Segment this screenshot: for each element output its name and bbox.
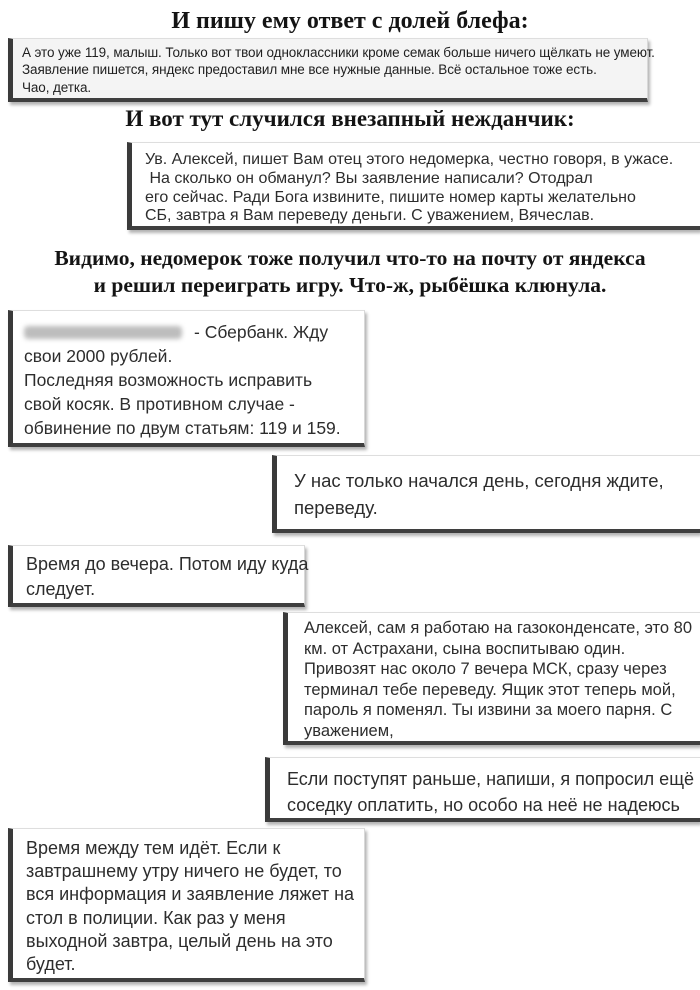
message-line: пароль я поменял. Ты извини за моего парня. С xyxy=(304,701,673,720)
message-line: терминал тебе переведу. Ящик этот теперь мой, xyxy=(304,680,676,699)
narration-title-2: И вот тут случился внезапный нежданчик: xyxy=(125,106,575,131)
message-line: вся информация и заявление ляжет на xyxy=(26,884,355,905)
message-line: обвинение по двум статьям: 119 и 159. xyxy=(24,418,341,438)
message-line: его сейчас. Ради Бога извините, пишите номер карты желательно xyxy=(145,188,636,206)
chat-bubble-father-first xyxy=(127,142,700,230)
narration-title-3-line-1: Видимо, недомерок тоже получил что-то на почту от яндекса xyxy=(54,246,646,270)
message-line: Ув. Алексей, пишет Вам отец этого недомерка, честно говоря, в ужасе. xyxy=(145,151,674,168)
message-line-text: - Сбербанк. Жду xyxy=(194,322,329,342)
message-line: свои 2000 рублей. xyxy=(24,346,173,366)
message-line: СБ, завтра я Вам переведу деньги. С уважением, Вячеслав. xyxy=(145,207,595,225)
chat-bubble-author-time-passes xyxy=(8,828,365,982)
message-line: Заявление пишется, яндекс предоставил мне все нужные данные. Всё остальное тоже есть. xyxy=(22,62,597,78)
chat-bubble-author-until-evening xyxy=(8,545,309,607)
narration-title-3-line-2: и решил переиграть игру. Что-ж, рыбёшка клюнула. xyxy=(93,273,607,297)
message-line: Чао, детка. xyxy=(22,79,91,95)
message-line: будет. xyxy=(26,954,76,975)
message-line: стол в полиции. Как раз у меня xyxy=(26,907,286,928)
message-line: км. от Астрахани, сына воспитываю один. xyxy=(304,639,626,658)
chat-bubble-father-wait-today xyxy=(272,455,700,533)
message-line: переведу. xyxy=(294,497,378,518)
narration-title-1: И пишу ему ответ с долей блефа: xyxy=(171,8,529,34)
message-line: Алексей, сам я работаю на газоконденсате, это 80 xyxy=(304,619,693,637)
message-line: На сколько он обманул? Вы заявление написали? Отодрал xyxy=(145,169,593,187)
message-line: Время до вечера. Потом иду куда xyxy=(26,554,309,574)
message-line: У нас только начался день, сегодня ждите, xyxy=(294,470,664,491)
narration-title-3 xyxy=(0,245,700,299)
redacted-card-number-blur xyxy=(24,326,182,339)
message-line: выходной завтра, целый день на это xyxy=(26,930,333,951)
message-line-with-redaction xyxy=(24,320,360,344)
chat-bubble-father-gas-condensate xyxy=(283,612,700,745)
message-line: свой косяк. В противном случае - xyxy=(24,394,295,414)
chat-bubble-scammer-sberbank xyxy=(8,310,365,447)
message-line: соседку оплатить, но особо на неё не надеюсь xyxy=(287,795,680,815)
message-line: завтрашнему утру ничего не будет, то xyxy=(26,861,342,882)
chat-bubble-father-if-earlier xyxy=(265,757,700,822)
message-line: А это уже 119, малыш. Только вот твои одноклассники кроме семак больше ничего щёлкать не умеют. xyxy=(22,45,655,60)
message-line: уважением, xyxy=(304,721,394,740)
message-line: Если поступят раньше, напиши, я попросил ещё xyxy=(287,769,695,789)
message-line: Последняя возможность исправить xyxy=(24,370,313,390)
message-line: Привозят нас около 7 вечера МСК, сразу через xyxy=(304,660,667,679)
chat-screenshot-bluff-reply xyxy=(8,38,655,102)
message-line: следует. xyxy=(26,579,96,599)
message-line: Время между тем идёт. Если к xyxy=(26,838,281,858)
